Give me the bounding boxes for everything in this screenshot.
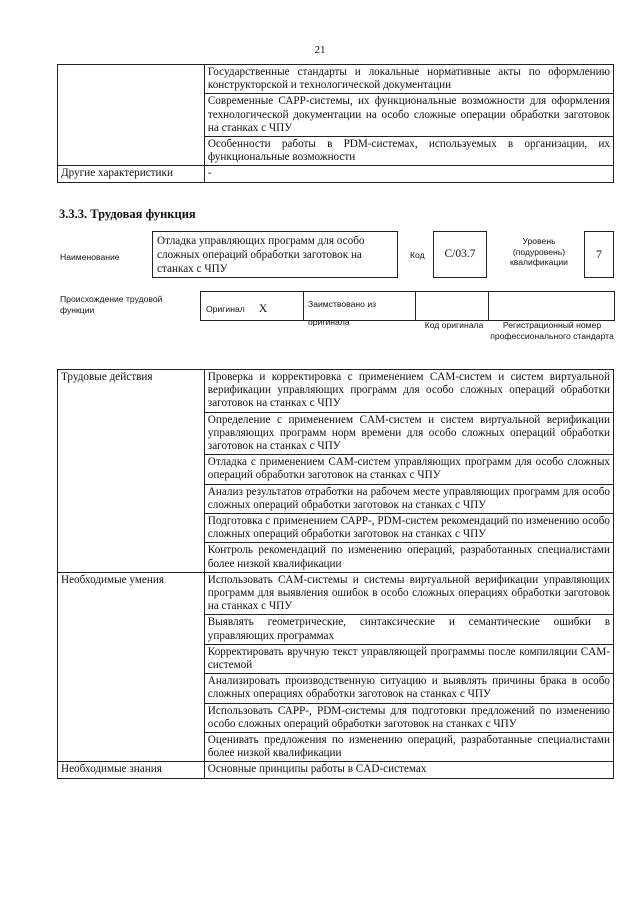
knowledge-item: Современные САРР-системы, их функциональные возможности для оформления технологической документации на особо сложные операции обработки заготовок на станках с ЧПУ <box>204 94 613 137</box>
section-heading: 3.3.3. Трудовая функция <box>59 207 196 221</box>
skill-item: Выявлять геометрические, синтаксические и семантические ошибки в управляющих программах <box>204 615 613 644</box>
labor-action-item: Подготовка с применением САРР-, PDM-систем рекомендаций по изменению особо сложных операций обработки заготовок на станках с ЧПУ <box>204 514 613 543</box>
knowledge-continuation-table <box>57 64 614 183</box>
table-row <box>58 65 614 94</box>
table-row <box>58 370 614 413</box>
skill-item: Оценивать предложения по изменению операций, разработанные специалистами более низкой квалификации <box>204 733 613 762</box>
other-characteristics-label: Другие характеристики <box>58 166 205 182</box>
knowledge-item: Основные принципы работы в CAD-системах <box>204 762 613 778</box>
page-number: 21 <box>314 44 326 56</box>
skill-item: Использовать CAM-системы и системы виртуальной верификации управляющих программ для выявления ошибок в особо сложных операциях обработки заготовок на станках с ЧПУ <box>204 572 613 615</box>
skill-item: Использовать САРР-, PDM-системы для подготовки предложений по изменению особо сложных операций обработки заготовок на станках с ЧПУ <box>204 703 613 732</box>
other-characteristics-value: - <box>204 166 613 182</box>
knowledge-item: Особенности работы в PDM-системах, используемых в организации, их функциональные возможности <box>204 137 613 166</box>
borrowed-box <box>303 291 416 327</box>
labor-action-item: Проверка и корректировка с применением CAM-систем и систем виртуальной верификации управляющих программ для особо сложных операций обработки заготовок на станках с ЧПУ <box>204 370 613 413</box>
labor-function-details-table <box>57 369 614 779</box>
name-label: Наименование <box>60 252 120 262</box>
skills-label: Необходимые умения <box>58 572 205 762</box>
code-value: C/03.7 <box>444 248 476 260</box>
original-code-caption: Код оригинала <box>424 320 484 330</box>
table-row <box>58 572 614 615</box>
original-mark: X <box>258 301 268 315</box>
original-code-box <box>415 291 489 321</box>
skill-item: Корректировать вручную текст управляющей программы после компиляции CAM-системой <box>204 644 613 673</box>
labor-action-item: Отладка с применением CAM-систем управляющих программ для особо сложных операций обработки заготовок на станках с ЧПУ <box>204 455 613 484</box>
origin-label: Происхождение трудовой функции <box>60 294 163 315</box>
table-row <box>58 166 614 182</box>
function-name-value: Отладка управляющих программ для особо сложных операций обработки заготовок на станках с ЧПУ <box>157 235 365 275</box>
labor-action-item: Анализ результатов отработки на рабочем месте управляющих программ для особо сложных операций обработки заготовок на станках с ЧПУ <box>204 484 613 513</box>
empty-label-cell <box>58 65 205 166</box>
level-box <box>584 231 614 278</box>
knowledge-item: Государственные стандарты и локальные нормативные акты по оформлению конструкторской и технологической документации <box>204 65 613 94</box>
labor-action-item: Контроль рекомендаций по изменению операций, разработанных специалистами более низкой квалификации <box>204 543 613 572</box>
qualification-level-label: Уровень (подуровень) квалификации <box>510 236 568 267</box>
labor-action-item: Определение с применением CAM-систем и систем виртуальной верификации управляющих программ норм времени для особо сложных операций обработки заготовок на станках с ЧПУ <box>204 412 613 455</box>
knowledge-label: Необходимые знания <box>58 762 205 778</box>
table-row <box>58 762 614 778</box>
function-name-box <box>152 231 398 278</box>
labor-actions-label: Трудовые действия <box>58 370 205 573</box>
original-label: Оригинал <box>206 304 245 314</box>
level-value: 7 <box>596 247 602 261</box>
code-box <box>433 231 487 278</box>
original-box <box>200 291 304 321</box>
registration-number-box <box>488 291 615 321</box>
borrowed-label: Заимствовано из оригинала <box>308 299 377 327</box>
code-label: Код <box>410 250 425 260</box>
registration-number-caption: Регистрационный номер профессионального стандарта <box>490 320 614 341</box>
skill-item: Анализировать производственную ситуацию и выявлять причины брака в особо сложных операциях обработки заготовок на станках с ЧПУ <box>204 674 613 703</box>
